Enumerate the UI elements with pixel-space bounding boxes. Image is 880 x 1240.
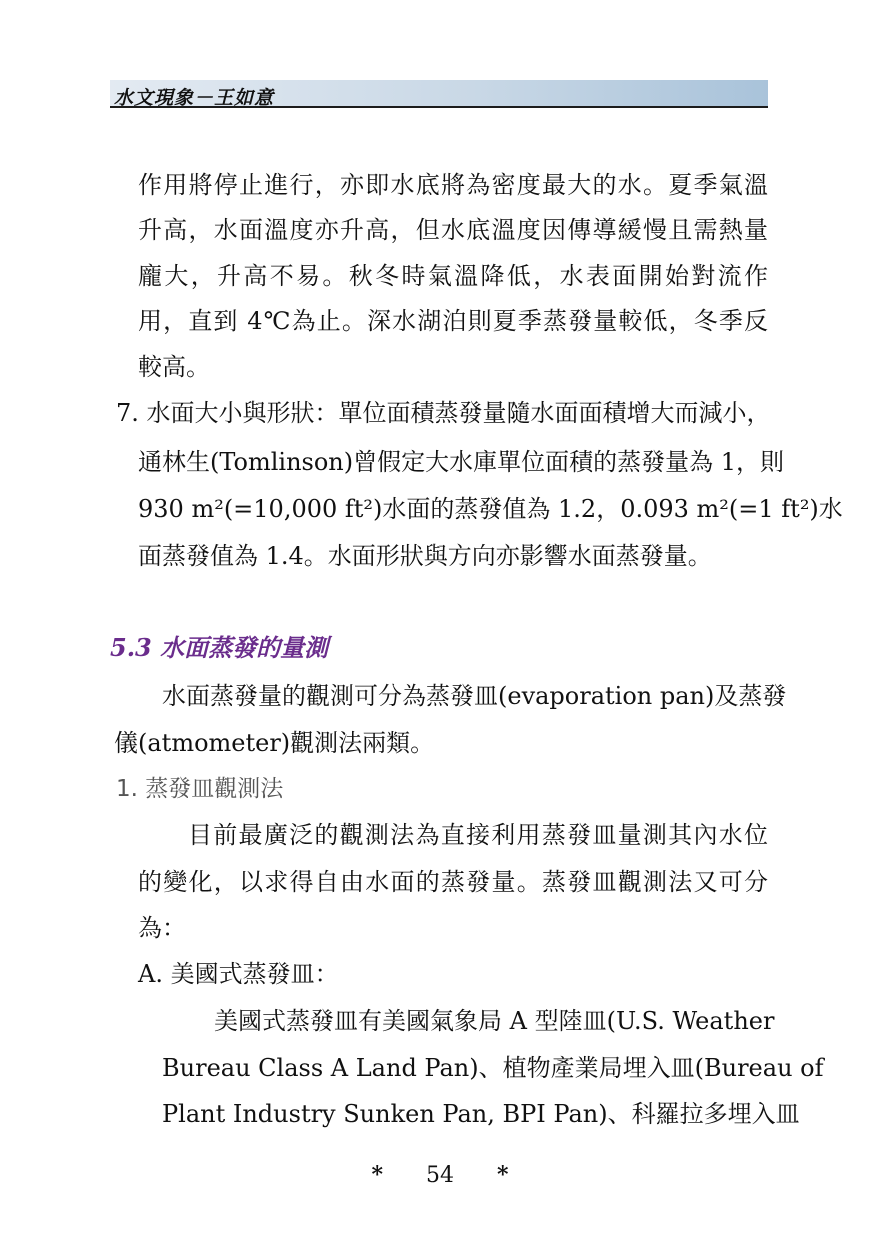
list-item-7: 7. 水面大小與形狀：單位面積蒸發量隨水面面積增大而減小，: [116, 399, 771, 427]
body-line: 龐大，升高不易。秋冬時氣溫降低，水表面開始對流作: [138, 262, 768, 290]
body-line: 的變化，以求得自由水面的蒸發量。蒸發皿觀測法又可分: [138, 868, 768, 896]
body-line: Bureau Class A Land Pan)、植物產業局埋入皿(Bureau of: [162, 1054, 824, 1082]
body-line: 為：: [138, 914, 186, 942]
body-line: 較高。: [138, 353, 210, 381]
footer-star-right: *: [497, 1162, 509, 1188]
body-line: 儀(atmometer)觀測法兩類。: [114, 729, 435, 757]
list-item-a: A. 美國式蒸發皿：: [138, 960, 339, 988]
footer-star-left: *: [371, 1162, 383, 1188]
body-line: 升高，水面溫度亦升高，但水底溫度因傳導緩慢且需熱量: [138, 216, 768, 244]
running-header-title: 水文現象－王如意: [114, 87, 275, 109]
page-number: 54: [426, 1163, 454, 1188]
body-line: 作用將停止進行，亦即水底將為密度最大的水。夏季氣溫: [138, 171, 768, 199]
body-line: 水面蒸發量的觀測可分為蒸發皿(evaporation pan)及蒸發: [162, 682, 787, 710]
page-footer: [0, 1160, 880, 1191]
body-line: Plant Industry Sunken Pan, BPI Pan)、科羅拉多埋入皿: [162, 1100, 800, 1128]
section-heading: 5.3 水面蒸發的量測: [110, 633, 329, 662]
body-line: 面蒸發值為 1.4。水面形狀與方向亦影響水面蒸發量。: [138, 542, 712, 570]
subsection-heading: 1. 蒸發皿觀測法: [116, 776, 284, 802]
body-line: 930 m²(=10,000 ft²)水面的蒸發值為 1.2，0.093 m²(=1 ft²)水: [138, 495, 843, 523]
body-line: 美國式蒸發皿有美國氣象局 A 型陸皿(U.S. Weather: [214, 1007, 775, 1035]
body-line: 用，直到 4℃為止。深水湖泊則夏季蒸發量較低，冬季反: [138, 307, 768, 335]
body-line: 目前最廣泛的觀測法為直接利用蒸發皿量測其內水位: [188, 821, 768, 849]
body-line: 通林生(Tomlinson)曾假定大水庫單位面積的蒸發量為 1，則: [138, 448, 785, 476]
